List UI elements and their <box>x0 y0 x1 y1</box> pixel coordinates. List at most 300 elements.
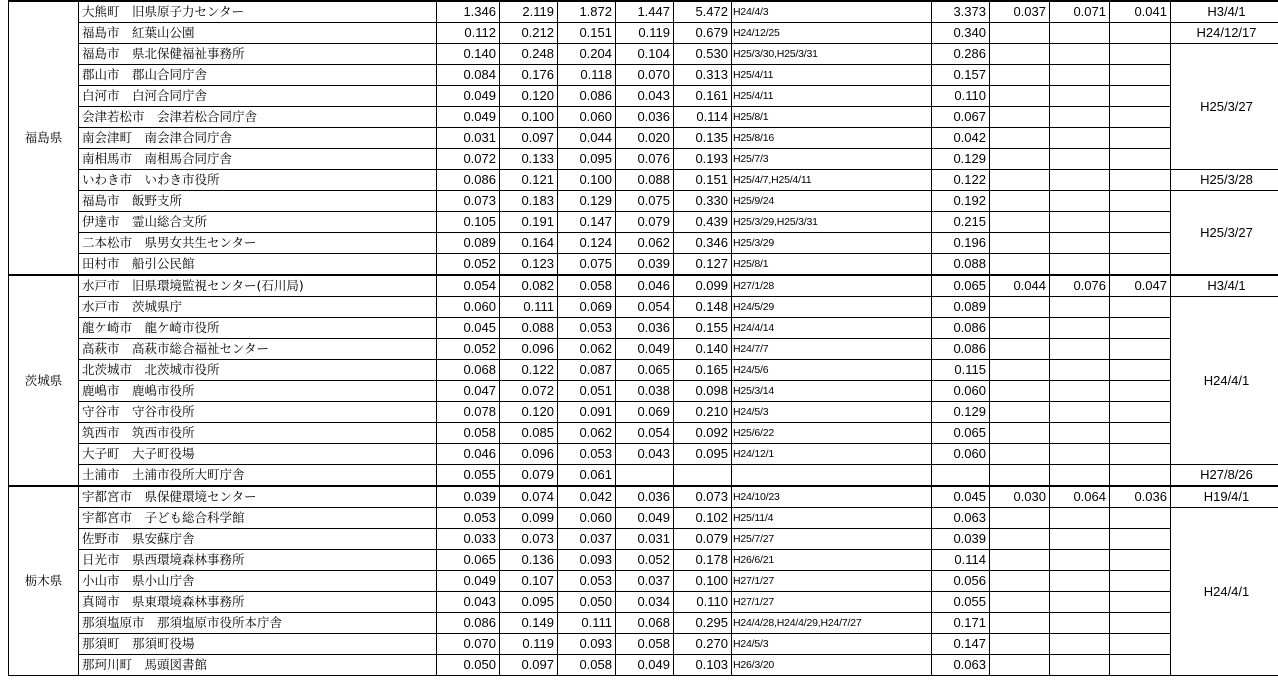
value-4-cell: 0.037 <box>616 571 674 592</box>
table-row <box>9 339 1278 360</box>
value-3-cell: 0.095 <box>558 149 616 170</box>
current-value-cell: 0.196 <box>932 233 990 254</box>
table-row <box>9 23 1278 44</box>
start-date-cell: H24/12/17 <box>1171 23 1278 44</box>
compare-3-cell <box>1110 339 1171 360</box>
value-1-cell: 0.140 <box>437 44 500 65</box>
value-4-cell: 0.076 <box>616 149 674 170</box>
current-value-cell: 0.192 <box>932 191 990 212</box>
compare-3-cell <box>1110 360 1171 381</box>
max-date-cell: H26/3/20 <box>732 655 932 676</box>
max-value-cell: 0.098 <box>674 381 732 402</box>
table-row <box>9 571 1278 592</box>
start-date-cell: H25/3/28 <box>1171 170 1278 191</box>
location-cell: 福島市 紅葉山公園 <box>79 23 437 44</box>
max-value-cell: 0.165 <box>674 360 732 381</box>
max-date-cell: H25/8/1 <box>732 254 932 276</box>
value-1-cell: 0.054 <box>437 275 500 297</box>
table-row <box>9 318 1278 339</box>
max-value-cell: 0.092 <box>674 423 732 444</box>
prefecture-cell: 栃木県 <box>9 486 79 676</box>
compare-1-cell <box>990 107 1050 128</box>
table-row <box>9 465 1278 487</box>
compare-1-cell <box>990 444 1050 465</box>
table-row <box>9 381 1278 402</box>
max-value-cell: 0.313 <box>674 65 732 86</box>
location-cell: 水戸市 茨城県庁 <box>79 297 437 318</box>
max-value-cell: 0.295 <box>674 613 732 634</box>
compare-1-cell <box>990 402 1050 423</box>
max-date-cell: H24/12/1 <box>732 444 932 465</box>
max-date-cell: H25/6/22 <box>732 423 932 444</box>
max-date-cell: H25/3/14 <box>732 381 932 402</box>
location-cell: 小山市 県小山庁舎 <box>79 571 437 592</box>
value-2-cell: 0.121 <box>500 170 558 191</box>
value-2-cell: 0.122 <box>500 360 558 381</box>
table-row <box>9 655 1278 676</box>
value-3-cell: 0.051 <box>558 381 616 402</box>
compare-1-cell <box>990 170 1050 191</box>
location-cell: 那須塩原市 那須塩原市役所本庁舎 <box>79 613 437 634</box>
compare-1-cell <box>990 44 1050 65</box>
value-2-cell: 2.119 <box>500 1 558 23</box>
max-date-cell: H24/4/3 <box>732 1 932 23</box>
value-4-cell: 0.062 <box>616 233 674 254</box>
max-date-cell <box>732 465 932 487</box>
compare-3-cell <box>1110 529 1171 550</box>
max-value-cell <box>674 465 732 487</box>
value-1-cell: 0.047 <box>437 381 500 402</box>
current-value-cell: 0.060 <box>932 444 990 465</box>
value-4-cell: 0.036 <box>616 318 674 339</box>
max-value-cell: 0.127 <box>674 254 732 276</box>
max-date-cell: H25/8/16 <box>732 128 932 149</box>
value-4-cell: 0.046 <box>616 275 674 297</box>
table-row <box>9 423 1278 444</box>
location-cell: 会津若松市 会津若松合同庁舎 <box>79 107 437 128</box>
table-body <box>9 1 1278 676</box>
compare-1-cell <box>990 233 1050 254</box>
current-value-cell: 0.115 <box>932 360 990 381</box>
value-4-cell: 0.031 <box>616 529 674 550</box>
value-2-cell: 0.100 <box>500 107 558 128</box>
compare-1-cell <box>990 339 1050 360</box>
start-date-cell: H3/4/1 <box>1171 1 1278 23</box>
compare-1-cell <box>990 23 1050 44</box>
value-3-cell: 0.151 <box>558 23 616 44</box>
prefecture-cell: 福島県 <box>9 1 79 275</box>
value-4-cell: 0.043 <box>616 86 674 107</box>
table-row <box>9 592 1278 613</box>
compare-2-cell <box>1050 465 1110 487</box>
compare-3-cell <box>1110 44 1171 65</box>
current-value-cell: 0.056 <box>932 571 990 592</box>
value-2-cell: 0.097 <box>500 128 558 149</box>
value-2-cell: 0.136 <box>500 550 558 571</box>
value-2-cell: 0.176 <box>500 65 558 86</box>
value-3-cell: 0.060 <box>558 508 616 529</box>
compare-2-cell: 0.076 <box>1050 275 1110 297</box>
max-date-cell: H27/1/27 <box>732 592 932 613</box>
value-1-cell: 0.052 <box>437 254 500 276</box>
compare-1-cell <box>990 318 1050 339</box>
value-2-cell: 0.133 <box>500 149 558 170</box>
max-date-cell: H24/4/28,H24/4/29,H24/7/27 <box>732 613 932 634</box>
max-date-cell: H27/1/28 <box>732 275 932 297</box>
compare-3-cell <box>1110 634 1171 655</box>
table-row <box>9 254 1278 276</box>
max-date-cell: H24/5/6 <box>732 360 932 381</box>
value-2-cell: 0.111 <box>500 297 558 318</box>
location-cell: 北茨城市 北茨城市役所 <box>79 360 437 381</box>
value-3-cell: 0.058 <box>558 655 616 676</box>
max-date-cell: H24/5/29 <box>732 297 932 318</box>
value-2-cell: 0.088 <box>500 318 558 339</box>
start-date-cell: H3/4/1 <box>1171 275 1278 297</box>
max-date-cell: H25/3/29,H25/3/31 <box>732 212 932 233</box>
compare-2-cell <box>1050 23 1110 44</box>
value-2-cell: 0.082 <box>500 275 558 297</box>
table-row <box>9 444 1278 465</box>
compare-1-cell <box>990 571 1050 592</box>
location-cell: 大熊町 旧県原子力センター <box>79 1 437 23</box>
current-value-cell: 0.055 <box>932 592 990 613</box>
value-2-cell: 0.123 <box>500 254 558 276</box>
table-row <box>9 297 1278 318</box>
compare-2-cell <box>1050 297 1110 318</box>
value-2-cell: 0.183 <box>500 191 558 212</box>
max-value-cell: 0.193 <box>674 149 732 170</box>
compare-3-cell <box>1110 170 1171 191</box>
compare-2-cell <box>1050 339 1110 360</box>
value-4-cell: 0.119 <box>616 23 674 44</box>
current-value-cell: 0.286 <box>932 44 990 65</box>
current-value-cell: 0.157 <box>932 65 990 86</box>
current-value-cell: 0.065 <box>932 423 990 444</box>
table-row <box>9 212 1278 233</box>
table-row <box>9 65 1278 86</box>
current-value-cell: 0.045 <box>932 486 990 508</box>
current-value-cell: 0.110 <box>932 86 990 107</box>
compare-1-cell <box>990 128 1050 149</box>
value-3-cell: 0.111 <box>558 613 616 634</box>
table-row <box>9 402 1278 423</box>
compare-3-cell <box>1110 318 1171 339</box>
compare-2-cell <box>1050 360 1110 381</box>
start-date-cell: H25/3/27 <box>1171 44 1278 170</box>
compare-2-cell <box>1050 613 1110 634</box>
compare-3-cell <box>1110 423 1171 444</box>
table-row <box>9 613 1278 634</box>
value-2-cell: 0.119 <box>500 634 558 655</box>
value-3-cell: 0.100 <box>558 170 616 191</box>
compare-1-cell <box>990 65 1050 86</box>
value-2-cell: 0.096 <box>500 444 558 465</box>
value-3-cell: 0.075 <box>558 254 616 276</box>
max-value-cell: 0.161 <box>674 86 732 107</box>
compare-3-cell <box>1110 23 1171 44</box>
compare-1-cell <box>990 191 1050 212</box>
value-4-cell: 0.020 <box>616 128 674 149</box>
value-3-cell: 0.087 <box>558 360 616 381</box>
value-1-cell: 0.050 <box>437 655 500 676</box>
current-value-cell: 0.340 <box>932 23 990 44</box>
value-4-cell: 0.068 <box>616 613 674 634</box>
compare-3-cell: 0.036 <box>1110 486 1171 508</box>
compare-3-cell <box>1110 550 1171 571</box>
value-1-cell: 0.065 <box>437 550 500 571</box>
max-date-cell: H24/7/7 <box>732 339 932 360</box>
compare-3-cell <box>1110 128 1171 149</box>
value-1-cell: 0.049 <box>437 571 500 592</box>
compare-2-cell: 0.071 <box>1050 1 1110 23</box>
max-value-cell: 0.346 <box>674 233 732 254</box>
location-cell: 筑西市 筑西市役所 <box>79 423 437 444</box>
compare-2-cell <box>1050 550 1110 571</box>
max-value-cell: 0.148 <box>674 297 732 318</box>
compare-2-cell <box>1050 191 1110 212</box>
max-date-cell: H24/10/23 <box>732 486 932 508</box>
compare-3-cell <box>1110 402 1171 423</box>
compare-2-cell: 0.064 <box>1050 486 1110 508</box>
value-2-cell: 0.248 <box>500 44 558 65</box>
value-2-cell: 0.079 <box>500 465 558 487</box>
prefecture-cell: 茨城県 <box>9 275 79 486</box>
table-row <box>9 529 1278 550</box>
current-value-cell: 0.129 <box>932 149 990 170</box>
location-cell: 福島市 飯野支所 <box>79 191 437 212</box>
compare-3-cell <box>1110 592 1171 613</box>
table-row <box>9 86 1278 107</box>
compare-2-cell <box>1050 170 1110 191</box>
max-value-cell: 0.151 <box>674 170 732 191</box>
value-3-cell: 0.042 <box>558 486 616 508</box>
compare-1-cell <box>990 297 1050 318</box>
value-4-cell: 0.039 <box>616 254 674 276</box>
max-date-cell: H24/12/25 <box>732 23 932 44</box>
max-date-cell: H25/7/3 <box>732 149 932 170</box>
max-value-cell: 0.210 <box>674 402 732 423</box>
compare-2-cell <box>1050 86 1110 107</box>
value-1-cell: 0.046 <box>437 444 500 465</box>
start-date-cell: H24/4/1 <box>1171 508 1278 676</box>
current-value-cell: 0.088 <box>932 254 990 276</box>
max-date-cell: H27/1/27 <box>732 571 932 592</box>
compare-3-cell <box>1110 149 1171 170</box>
start-date-cell: H24/4/1 <box>1171 297 1278 465</box>
location-cell: 郡山市 郡山合同庁舎 <box>79 65 437 86</box>
value-3-cell: 0.147 <box>558 212 616 233</box>
current-value-cell: 0.114 <box>932 550 990 571</box>
compare-1-cell <box>990 423 1050 444</box>
location-cell: 南相馬市 南相馬合同庁舎 <box>79 149 437 170</box>
location-cell: 高萩市 高萩市総合福祉センター <box>79 339 437 360</box>
compare-2-cell <box>1050 402 1110 423</box>
value-3-cell: 0.204 <box>558 44 616 65</box>
value-4-cell: 0.043 <box>616 444 674 465</box>
table-row <box>9 233 1278 254</box>
compare-2-cell <box>1050 571 1110 592</box>
compare-3-cell: 0.047 <box>1110 275 1171 297</box>
table-row <box>9 191 1278 212</box>
value-2-cell: 0.085 <box>500 423 558 444</box>
value-2-cell: 0.212 <box>500 23 558 44</box>
compare-2-cell <box>1050 529 1110 550</box>
compare-3-cell <box>1110 254 1171 276</box>
value-1-cell: 0.043 <box>437 592 500 613</box>
value-4-cell: 0.104 <box>616 44 674 65</box>
value-4-cell: 0.038 <box>616 381 674 402</box>
value-1-cell: 0.045 <box>437 318 500 339</box>
value-4-cell: 0.052 <box>616 550 674 571</box>
max-value-cell: 0.103 <box>674 655 732 676</box>
location-cell: いわき市 いわき市役所 <box>79 170 437 191</box>
compare-1-cell <box>990 655 1050 676</box>
compare-3-cell <box>1110 613 1171 634</box>
current-value-cell: 0.147 <box>932 634 990 655</box>
value-2-cell: 0.073 <box>500 529 558 550</box>
value-4-cell: 0.036 <box>616 107 674 128</box>
max-value-cell: 0.114 <box>674 107 732 128</box>
max-value-cell: 0.079 <box>674 529 732 550</box>
max-date-cell: H25/4/11 <box>732 86 932 107</box>
table-row <box>9 634 1278 655</box>
compare-1-cell <box>990 86 1050 107</box>
value-1-cell: 0.086 <box>437 170 500 191</box>
value-4-cell: 0.049 <box>616 655 674 676</box>
value-4-cell: 1.447 <box>616 1 674 23</box>
compare-1-cell <box>990 149 1050 170</box>
compare-1-cell: 0.030 <box>990 486 1050 508</box>
location-cell: 南会津町 南会津合同庁舎 <box>79 128 437 149</box>
compare-1-cell <box>990 381 1050 402</box>
value-4-cell: 0.054 <box>616 297 674 318</box>
value-3-cell: 0.091 <box>558 402 616 423</box>
current-value-cell: 0.042 <box>932 128 990 149</box>
radiation-data-table <box>8 0 1278 676</box>
location-cell: 伊達市 霊山総合支所 <box>79 212 437 233</box>
compare-2-cell <box>1050 107 1110 128</box>
max-date-cell: H25/3/30,H25/3/31 <box>732 44 932 65</box>
compare-1-cell <box>990 592 1050 613</box>
value-3-cell: 0.050 <box>558 592 616 613</box>
current-value-cell: 0.063 <box>932 508 990 529</box>
location-cell: 田村市 船引公民館 <box>79 254 437 276</box>
value-4-cell: 0.069 <box>616 402 674 423</box>
value-1-cell: 0.031 <box>437 128 500 149</box>
compare-3-cell: 0.041 <box>1110 1 1171 23</box>
value-2-cell: 0.072 <box>500 381 558 402</box>
location-cell: 真岡市 県東環境森林事務所 <box>79 592 437 613</box>
max-value-cell: 0.178 <box>674 550 732 571</box>
max-date-cell: H25/4/7,H25/4/11 <box>732 170 932 191</box>
max-date-cell: H26/6/21 <box>732 550 932 571</box>
value-3-cell: 0.086 <box>558 86 616 107</box>
value-1-cell: 0.086 <box>437 613 500 634</box>
compare-2-cell <box>1050 128 1110 149</box>
value-3-cell: 0.093 <box>558 550 616 571</box>
compare-1-cell <box>990 634 1050 655</box>
value-2-cell: 0.096 <box>500 339 558 360</box>
location-cell: 鹿嶋市 鹿嶋市役所 <box>79 381 437 402</box>
location-cell: 宇都宮市 子ども総合科学館 <box>79 508 437 529</box>
max-value-cell: 0.140 <box>674 339 732 360</box>
start-date-cell: H25/3/27 <box>1171 191 1278 276</box>
max-value-cell: 0.155 <box>674 318 732 339</box>
location-cell: 那須町 那須町役場 <box>79 634 437 655</box>
compare-3-cell <box>1110 65 1171 86</box>
compare-3-cell <box>1110 381 1171 402</box>
value-3-cell: 0.044 <box>558 128 616 149</box>
value-2-cell: 0.107 <box>500 571 558 592</box>
value-2-cell: 0.164 <box>500 233 558 254</box>
current-value-cell: 0.086 <box>932 318 990 339</box>
compare-3-cell <box>1110 571 1171 592</box>
value-4-cell <box>616 465 674 487</box>
value-1-cell: 0.033 <box>437 529 500 550</box>
value-3-cell: 0.062 <box>558 423 616 444</box>
value-3-cell: 0.053 <box>558 571 616 592</box>
compare-3-cell <box>1110 655 1171 676</box>
value-4-cell: 0.075 <box>616 191 674 212</box>
value-1-cell: 0.078 <box>437 402 500 423</box>
current-value-cell: 0.060 <box>932 381 990 402</box>
current-value-cell: 0.065 <box>932 275 990 297</box>
max-date-cell: H25/4/11 <box>732 65 932 86</box>
value-3-cell: 0.118 <box>558 65 616 86</box>
compare-1-cell <box>990 254 1050 276</box>
value-1-cell: 0.105 <box>437 212 500 233</box>
compare-1-cell: 0.044 <box>990 275 1050 297</box>
compare-2-cell <box>1050 423 1110 444</box>
compare-2-cell <box>1050 65 1110 86</box>
current-value-cell <box>932 465 990 487</box>
location-cell: 水戸市 旧県環境監視センター(石川局) <box>79 275 437 297</box>
location-cell: 宇都宮市 県保健環境センター <box>79 486 437 508</box>
max-value-cell: 0.095 <box>674 444 732 465</box>
value-1-cell: 1.346 <box>437 1 500 23</box>
compare-2-cell <box>1050 444 1110 465</box>
compare-3-cell <box>1110 444 1171 465</box>
location-cell: 土浦市 土浦市役所大町庁舎 <box>79 465 437 487</box>
compare-3-cell <box>1110 465 1171 487</box>
max-date-cell: H25/7/27 <box>732 529 932 550</box>
current-value-cell: 0.067 <box>932 107 990 128</box>
value-1-cell: 0.073 <box>437 191 500 212</box>
compare-1-cell: 0.037 <box>990 1 1050 23</box>
current-value-cell: 0.171 <box>932 613 990 634</box>
table-row <box>9 170 1278 191</box>
max-value-cell: 0.102 <box>674 508 732 529</box>
max-value-cell: 0.270 <box>674 634 732 655</box>
max-date-cell: H25/3/29 <box>732 233 932 254</box>
location-cell: 日光市 県西環境森林事務所 <box>79 550 437 571</box>
max-value-cell: 0.330 <box>674 191 732 212</box>
location-cell: 福島市 県北保健福祉事務所 <box>79 44 437 65</box>
compare-1-cell <box>990 529 1050 550</box>
compare-2-cell <box>1050 149 1110 170</box>
value-1-cell: 0.053 <box>437 508 500 529</box>
value-1-cell: 0.068 <box>437 360 500 381</box>
value-3-cell: 0.062 <box>558 339 616 360</box>
value-4-cell: 0.088 <box>616 170 674 191</box>
value-2-cell: 0.191 <box>500 212 558 233</box>
max-value-cell: 0.099 <box>674 275 732 297</box>
compare-2-cell <box>1050 233 1110 254</box>
table-row <box>9 149 1278 170</box>
compare-3-cell <box>1110 233 1171 254</box>
table-row <box>9 44 1278 65</box>
